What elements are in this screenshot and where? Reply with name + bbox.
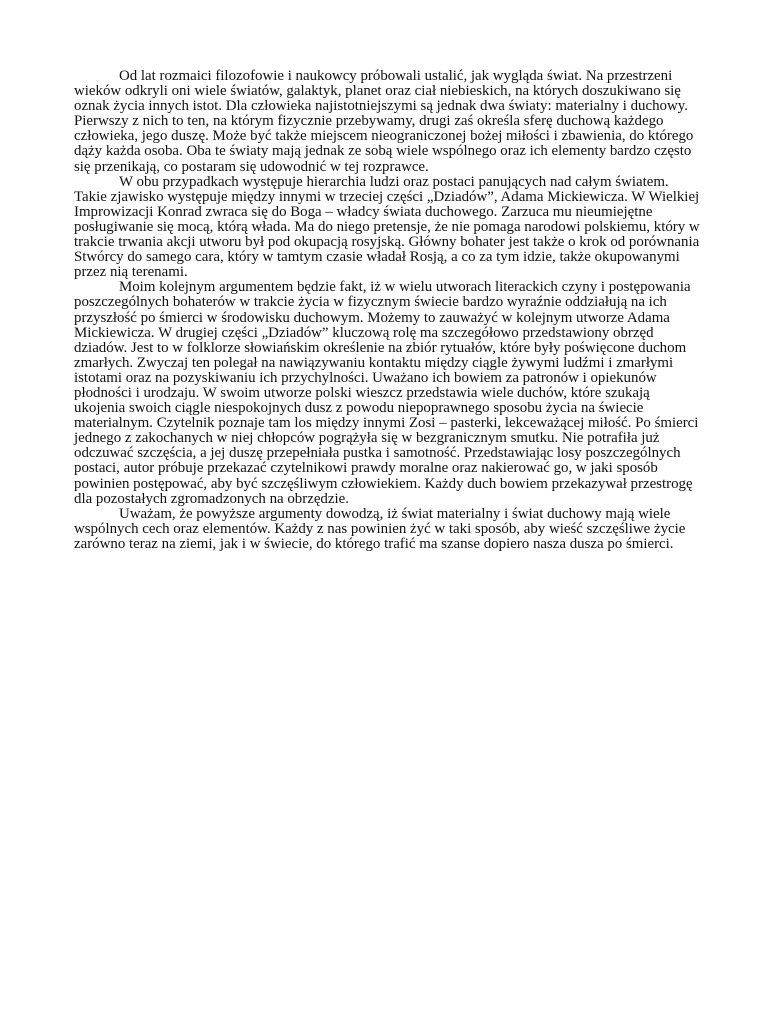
document-body <box>74 69 700 552</box>
paragraph-argument-hierarchy: W obu przypadkach występuje hierarchia ludzi oraz postaci panujących nad całym światem. Takie zjawisko występuje między innymi w trzeciej części „Dziadów”, Adama Mickiewicza. W Wielkiej Improwizacji Konrad zwraca się do Boga – władcy świata duchowego. Zarzuca mu nieumiejętne posługiwanie się mocą, którą włada. Ma do niego pretensje, że nie pomaga narodowi polskiemu, który w trakcie trwania akcji utworu był pod okupacją rosyjską. Główny bohater jest także o krok od porównania Stwórcy do samego cara, który w tamtym czasie władał Rosją, a co za tym idzie, także okupowanymi przez nią terenami. <box>74 173 700 281</box>
paragraph-argument-afterlife: Moim kolejnym argumentem będzie fakt, iż w wielu utworach literackich czyny i postępowania poszczególnych bohaterów w trakcie życia w fizycznym świecie bardzo wyraźnie oddziałują na ich przyszłość po śmierci w środowisku duchowym. Możemy to zauważyć w kolejnym utworze Adama Mickiewicza. W drugiej części „Dziadów” kluczową rolę ma szczegółowo przedstawiony obrzęd dziadów. Jest to w folklorze słowiańskim określenie na zbiór rytuałów, które były poświęcone duchom zmarłych. Zwyczaj ten polegał na nawiązywaniu kontaktu między ciągle żywymi ludźmi i zmarłymi istotami oraz na pozyskiwaniu ich przychylności. Uważano ich bowiem za patronów i opiekunów płodności i urodzaju. W swoim utworze polski wieszcz przedstawia wiele duchów, które szukają ukojenia swoich ciągle niespokojnych dusz z powodu niepoprawnego sposobu życia na świecie materialnym. Czytelnik poznaje tam los między innymi Zosi – pasterki, lekceważącej miłość. Po śmierci jednego z zakochanych w niej chłopców pogrążyła się w bezgranicznym smutku. Nie potrafiła już odczuwać szczęścia, a jej duszę przepełniała pustka i samotność. Przedstawiając losy poszczególnych postaci, autor próbuje przekazać czytelnikowi prawdy moralne oraz nakierować go, w jaki sposób powinien postępować, aby być szczęśliwym człowiekiem. Każdy duch bowiem przekazywał przestrogę dla pozostałych zgromadzonych na obrzędzie. <box>74 279 699 507</box>
paragraph-introduction: Od lat rozmaici filozofowie i naukowcy próbowali ustalić, jak wygląda świat. Na przestrzeni wieków odkryli oni wiele światów, galaktyk, planet oraz ciał niebieskich, na których doszukiwano się oznak życia innych istot. Dla człowieka najistotniejszymi są jednak dwa światy: materialny i duchowy. Pierwszy z nich to ten, na którym fizycznie przebywamy, drugi zaś określa sferę duchową każdego człowieka, jego duszę. Może być także miejscem nieograniczonej bożej miłości i zbawienia, do którego dąży każda osoba. Oba te światy mają jednak ze sobą wiele wspólnego oraz ich elementy bardzo często się przenikają, co postaram się udowodnić w tej rozprawce. <box>74 68 694 175</box>
paragraph-conclusion: Uważam, że powyższe argumenty dowodzą, iż świat materialny i świat duchowy mają wiele wspólnych cech oraz elementów. Każdy z nas powinien żyć w taki sposób, aby wieść szczęśliwe życie zarówno teraz na ziemi, jak i w świecie, do którego trafić ma szanse dopiero nasza dusza po śmierci. <box>74 505 686 552</box>
